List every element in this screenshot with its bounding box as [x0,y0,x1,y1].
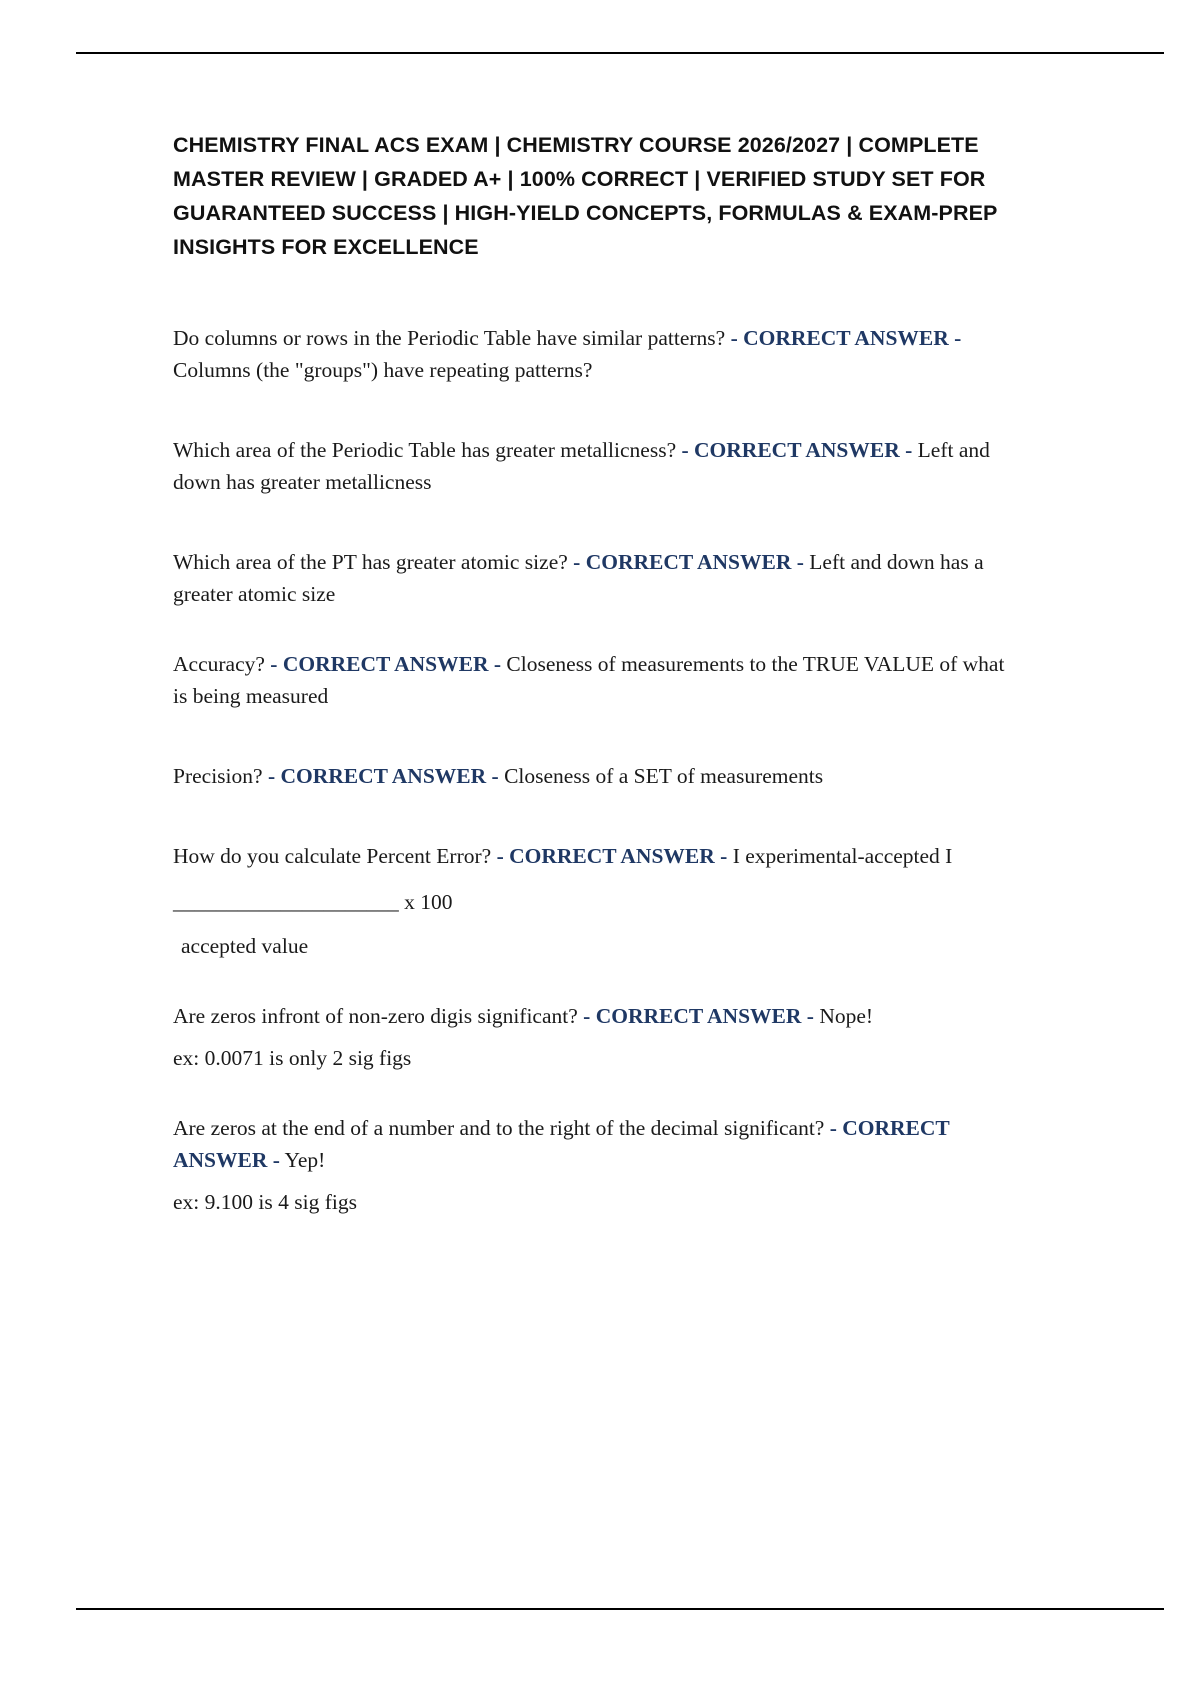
question-text: Are zeros at the end of a number and to the right of the decimal significant? [173,1116,825,1140]
question-text: Which area of the Periodic Table has greater metallicness? [173,438,677,462]
page-sheet [38,0,1162,1700]
qa-item [173,840,1021,872]
correct-answer-label: - CORRECT ANSWER - [270,652,502,676]
correct-answer-label: - CORRECT ANSWER - [730,326,962,350]
document-content [173,128,1053,1228]
qa-item [173,434,1021,498]
answer-text: Columns (the "groups") have repeating patterns? [173,358,593,382]
example-text: ex: 9.100 is 4 sig figs [173,1190,357,1214]
page-title: CHEMISTRY FINAL ACS EXAM | CHEMISTRY COURSE 2026/2027 | COMPLETE MASTER REVIEW | GRADED A+ | 100% CORRECT | VERIFIED STUDY SET FOR GUARANTEED SUCCESS | HIGH-YIELD CONCEPTS, FORMULAS & EXAM-PREP INSIGHTS FOR EXCELLENCE [173,133,998,259]
correct-answer-label: - CORRECT ANSWER - [583,1004,814,1028]
answer-text: I experimental-accepted I [732,844,953,868]
formula-numerator-rule: _____________________ x 100 [173,890,453,914]
question-text: Which area of the PT has greater atomic size? [173,550,568,574]
example-text: ex: 0.0071 is only 2 sig figs [173,1046,412,1070]
question-text: Precision? [173,764,263,788]
header-divider [76,52,1164,54]
qa-item [173,322,1021,386]
answer-text: Left and down has a greater atomic size [173,550,984,606]
question-text: Accuracy? [173,652,265,676]
correct-answer-label: - CORRECT ANSWER - [173,1116,950,1172]
correct-answer-label: - CORRECT ANSWER - [681,438,913,462]
qa-list [173,322,1053,1218]
footer-divider [76,1608,1164,1610]
answer-text: Closeness of measurements to the TRUE VALUE of what is being measured [173,652,1005,708]
answer-text: Nope! [819,1004,874,1028]
qa-item [173,648,1021,712]
qa-item [173,1112,1021,1176]
qa-item [173,760,1021,792]
formula-denominator: accepted value [181,934,309,958]
qa-item [173,546,1021,610]
correct-answer-label: - CORRECT ANSWER - [496,844,728,868]
answer-text: Left and down has greater metallicness [173,438,990,494]
correct-answer-label: - CORRECT ANSWER - [267,764,499,788]
question-text: Are zeros infront of non-zero digis significant? [173,1004,578,1028]
question-text: Do columns or rows in the Periodic Table have similar patterns? [173,326,726,350]
answer-text: Yep! [284,1148,326,1172]
question-text: How do you calculate Percent Error? [173,844,492,868]
correct-answer-label: - CORRECT ANSWER - [573,550,804,574]
qa-item [173,1000,1021,1032]
answer-text: Closeness of a SET of measurements [504,764,824,788]
